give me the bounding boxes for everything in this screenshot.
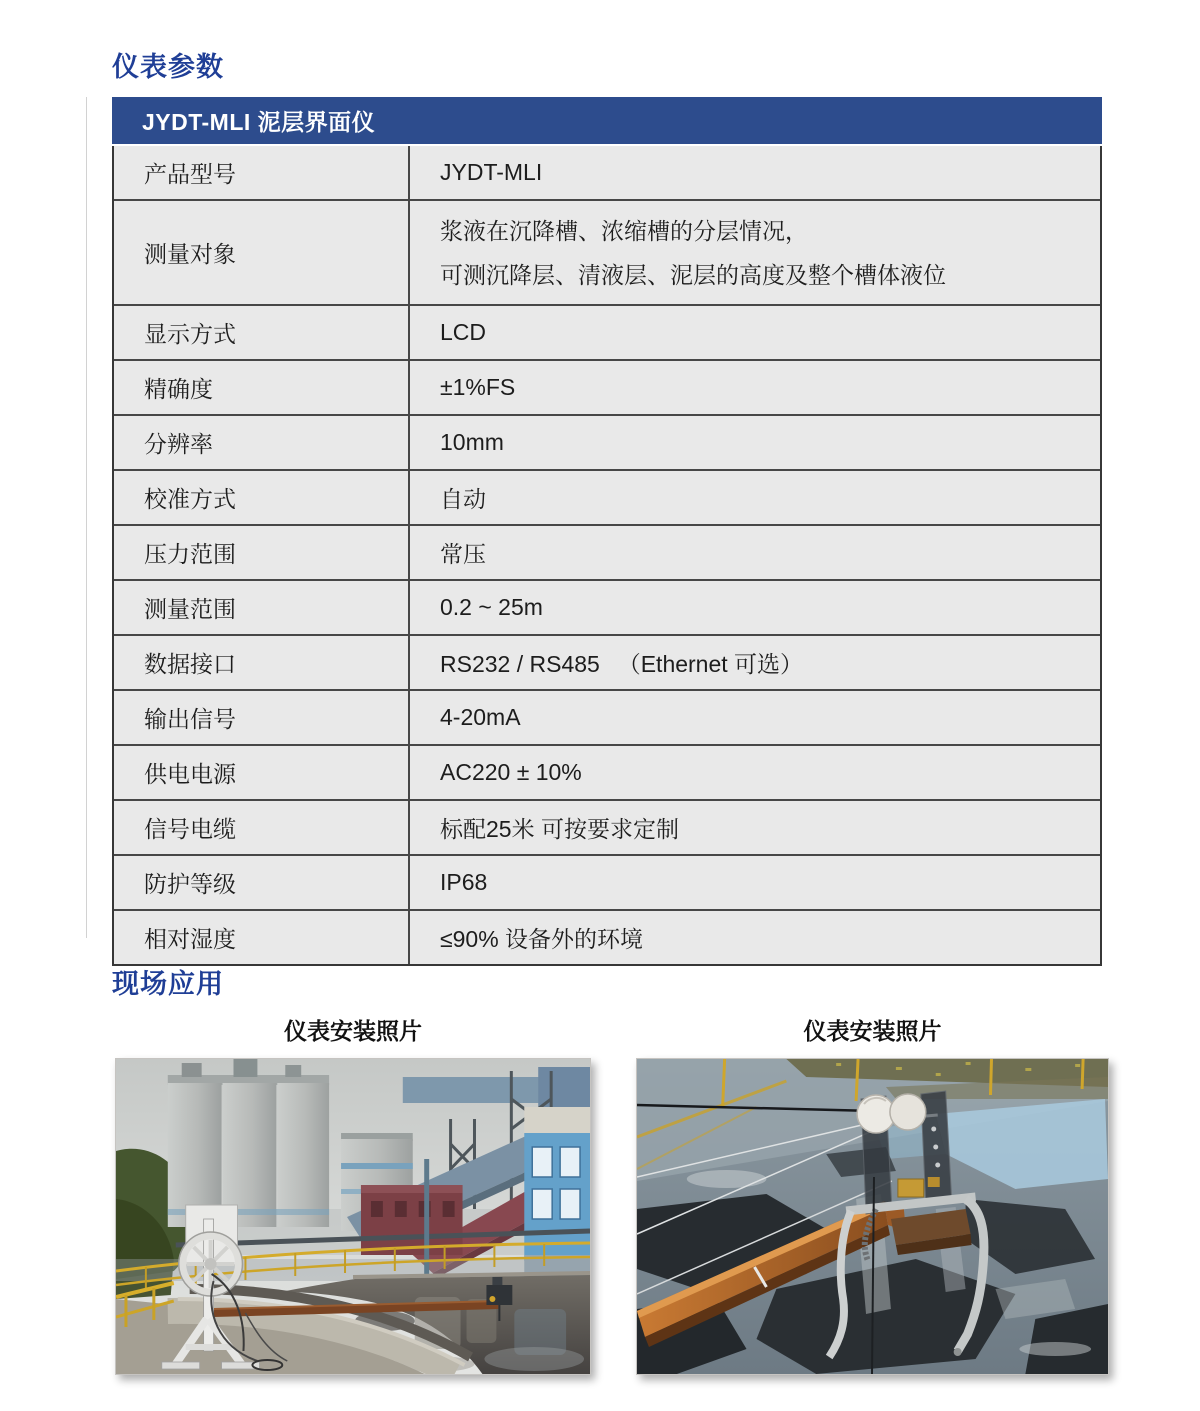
row-label: 测量对象 [114, 201, 410, 304]
section-title-field-application: 现场应用 [112, 969, 224, 999]
table-row [114, 579, 1100, 634]
row-value: AC220 ± 10% [440, 759, 582, 785]
row-label: 精确度 [114, 361, 410, 414]
row-value: JYDT-MLI [440, 159, 543, 185]
photo-caption: 仪表安装照片 [284, 1018, 422, 1044]
row-value: 4-20mA [440, 704, 521, 730]
table-row [114, 689, 1100, 744]
row-label: 数据接口 [114, 636, 410, 689]
figure-left [115, 1016, 591, 1375]
section-title-parameters: 仪表参数 [112, 52, 224, 82]
spec-table-header [112, 97, 1102, 144]
table-row [114, 909, 1100, 964]
row-value: ±1%FS [440, 374, 516, 400]
row-label: 压力范围 [114, 526, 410, 579]
plant-scene-illustration [116, 1059, 590, 1374]
spec-table-body [112, 146, 1102, 966]
photo-caption: 仪表安装照片 [803, 1018, 942, 1044]
row-label: 测量范围 [114, 581, 410, 634]
row-label: 分辨率 [114, 416, 410, 469]
row-value: 标配25米 可按要求定制 [440, 816, 679, 842]
table-row [114, 469, 1100, 524]
row-value-line2: 可测沉降层、清液层、泥层的高度及整个槽体液位 [440, 261, 946, 288]
row-value: 0.2 ~ 25m [440, 594, 543, 620]
table-row [114, 524, 1100, 579]
table-row [114, 854, 1100, 909]
closeup-scene-illustration [637, 1059, 1108, 1374]
row-label: 信号电缆 [114, 801, 410, 854]
row-value: RS232 / RS485 （Ethernet 可选） [440, 651, 804, 677]
row-value: 自动 [440, 486, 486, 512]
row-label: 输出信号 [114, 691, 410, 744]
table-row [114, 199, 1100, 304]
row-value-line1: 浆液在沉降槽、浓缩槽的分层情况， [440, 217, 808, 244]
row-label: 防护等级 [114, 856, 410, 909]
row-value: 常压 [440, 541, 486, 567]
figure-right [636, 1016, 1109, 1375]
row-label: 产品型号 [114, 146, 410, 199]
row-value: LCD [440, 319, 487, 345]
table-row [114, 799, 1100, 854]
spec-table-header-title: JYDT-MLI 泥层界面仪 [142, 109, 376, 135]
spec-table [112, 97, 1102, 966]
table-row [114, 744, 1100, 799]
row-label: 校准方式 [114, 471, 410, 524]
row-value: IP68 [440, 869, 488, 895]
row-value: 10mm [440, 429, 504, 455]
table-row [114, 414, 1100, 469]
table-row [114, 634, 1100, 689]
row-label: 相对湿度 [114, 911, 410, 964]
installation-photo-closeup [636, 1058, 1109, 1375]
row-value: ≤90% 设备外的环境 [440, 926, 644, 952]
table-row [114, 304, 1100, 359]
installation-photo-plant [115, 1058, 591, 1375]
row-value [410, 201, 1100, 304]
table-row [114, 359, 1100, 414]
left-bleed-line [86, 97, 87, 938]
row-label: 显示方式 [114, 306, 410, 359]
table-row [114, 146, 1100, 199]
row-label: 供电电源 [114, 746, 410, 799]
